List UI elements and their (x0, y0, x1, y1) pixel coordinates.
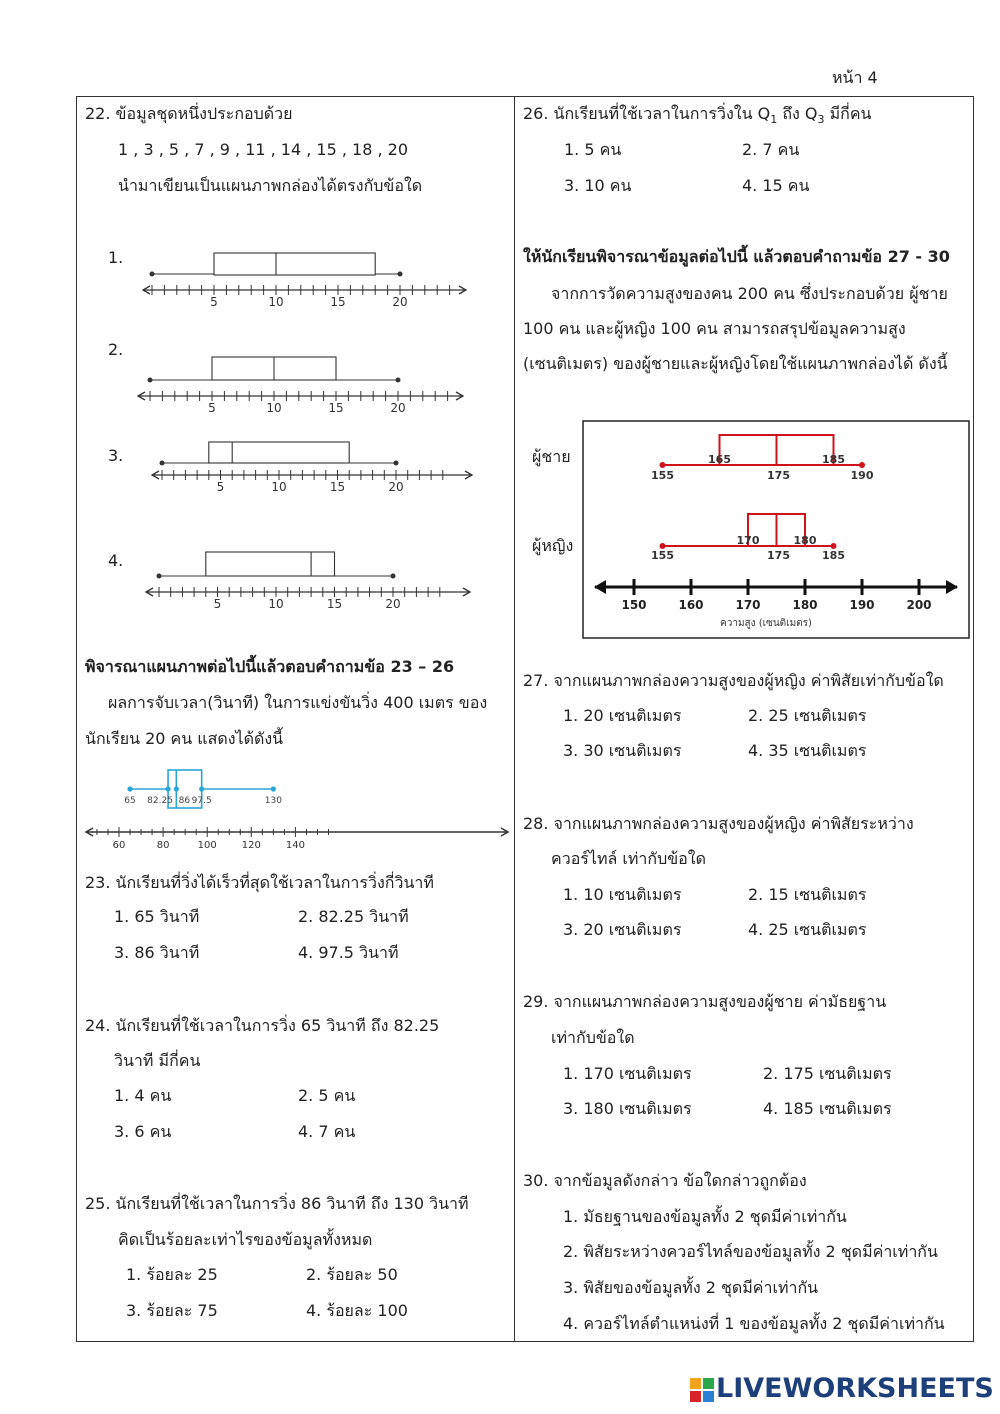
q23-option-2[interactable]: 2. 82.25 วินาที (298, 907, 409, 926)
liveworksheets-logo-text: LIVEWORKSHEETS (716, 1373, 994, 1404)
q22-data: 1 , 3 , 5 , 7 , 9 , 11 , 14 , 15 , 18 , 20 (118, 140, 409, 159)
section-23-26-header: พิจารณาแผนภาพต่อไปนี้แล้วตอบคำถามข้อ 23 – 26 (85, 657, 455, 676)
q30-option-4[interactable]: 4. ควอร์ไทล์ตำแหน่งที่ 1 ของข้อมูลทั้ง 2 ชุดมีค่าเท่ากัน (563, 1314, 945, 1333)
q29-option-1[interactable]: 1. 170 เซนติเมตร (563, 1064, 692, 1083)
q22-opt1-tick-label: 20 (392, 295, 408, 309)
q27-option-2[interactable]: 2. 25 เซนติเมตร (748, 706, 867, 725)
male-value-label: 185 (822, 453, 845, 466)
q24-option-1[interactable]: 1. 4 คน (114, 1086, 172, 1105)
race-tick-label: 140 (285, 840, 305, 851)
male-value-label: 155 (651, 469, 674, 482)
q30-question: 30. จากข้อมูลดังกล่าว ข้อใดกล่าวถูกต้อง (523, 1171, 807, 1190)
q22-opt1-tick-label: 5 (210, 295, 218, 309)
q22-opt3-tick-label: 5 (216, 480, 225, 494)
q23-option-4[interactable]: 4. 97.5 วินาที (298, 943, 399, 962)
height-tick-label: 180 (792, 598, 818, 612)
race-tick-label: 120 (241, 840, 261, 851)
q29-question-2: เท่ากับข้อใด (551, 1028, 635, 1047)
q26-question-prefix: 26. นักเรียนที่ใช้เวลาในการวิ่งใน Q (523, 104, 771, 123)
height-tick-label: 200 (906, 598, 932, 612)
race-tick-label: 100 (197, 840, 217, 851)
q25-option-1[interactable]: 1. ร้อยละ 25 (126, 1265, 218, 1284)
q27-option-3[interactable]: 3. 30 เซนติเมตร (563, 741, 682, 760)
q22-question: 22. ข้อมูลชุดหนึ่งประกอบด้วย (85, 104, 293, 123)
q27-question: 27. จากแผนภาพกล่องความสูงของผู้หญิง ค่าพิสัยเท่ากับข้อใด (523, 671, 944, 690)
race-tick-label: 60 (112, 840, 126, 851)
q26-option-3[interactable]: 3. 10 คน (564, 176, 632, 195)
q28-question-1: 28. จากแผนภาพกล่องความสูงของผู้หญิง ค่าพิสัยระหว่าง (523, 814, 914, 833)
q30-option-3[interactable]: 3. พิสัยของข้อมูลทั้ง 2 ชุดมีค่าเท่ากัน (563, 1278, 819, 1297)
page-number: หน้า 4 (832, 68, 878, 87)
q26-option-2[interactable]: 2. 7 คน (742, 140, 800, 159)
q22-opt1-tick-label: 10 (268, 295, 284, 309)
q23-option-1[interactable]: 1. 65 วินาที (114, 907, 200, 926)
female-value-label: 155 (651, 549, 674, 562)
q22-option-1-label: 1. (108, 248, 124, 267)
q23-option-3[interactable]: 3. 86 วินาที (114, 943, 200, 962)
q29-question-1: 29. จากแผนภาพกล่องความสูงของผู้ชาย ค่ามัธยฐาน (523, 992, 887, 1011)
q22-opt4-tick-label: 10 (268, 597, 284, 611)
section-27-30-header: ให้นักเรียนพิจารณาข้อมูลต่อไปนี้ แล้วตอบคำถามข้อ 27 - 30 (523, 247, 950, 266)
height-tick-label: 190 (849, 598, 875, 612)
q22-option-2-label: 2. (108, 340, 124, 359)
q22-option-4-label: 4. (108, 551, 124, 570)
q22-opt3-tick-label: 20 (388, 480, 404, 494)
q22-opt2-tick-label: 5 (208, 401, 216, 415)
section-23-26-intro-1: ผลการจับเวลา(วินาที) ในการแข่งขันวิ่ง 400 เมตร ของ (108, 693, 488, 712)
q24-question-2: วินาที มีกี่คน (114, 1051, 201, 1070)
q27-option-4[interactable]: 4. 35 เซนติเมตร (748, 741, 867, 760)
q22-opt2-tick-label: 10 (266, 401, 282, 415)
male-label: ผู้ชาย (532, 447, 571, 466)
race-point-label: 65 (124, 796, 136, 806)
q24-question-1: 24. นักเรียนที่ใช้เวลาในการวิ่ง 65 วินาที ถึง 82.25 (85, 1016, 440, 1035)
height-tick-label: 160 (678, 598, 704, 612)
female-value-label: 185 (822, 549, 845, 562)
q28-question-2: ควอร์ไทล์ เท่ากับข้อใด (551, 849, 706, 868)
q22-opt3-tick-label: 10 (271, 480, 287, 494)
q25-option-2[interactable]: 2. ร้อยละ 50 (306, 1265, 398, 1284)
q22-opt3-tick-label: 15 (329, 480, 346, 494)
q28-option-4[interactable]: 4. 25 เซนติเมตร (748, 920, 867, 939)
q28-option-3[interactable]: 3. 20 เซนติเมตร (563, 920, 682, 939)
race-tick-label: 80 (156, 840, 170, 851)
q29-option-3[interactable]: 3. 180 เซนติเมตร (563, 1099, 692, 1118)
q25-option-4[interactable]: 4. ร้อยละ 100 (306, 1301, 408, 1320)
q22-instruction: นำมาเขียนเป็นแผนภาพกล่องได้ตรงกับข้อใด (118, 176, 423, 195)
q24-option-3[interactable]: 3. 6 คน (114, 1122, 172, 1141)
q25-question-2: คิดเป็นร้อยละเท่าไรของข้อมูลทั้งหมด (118, 1230, 373, 1249)
height-tick-label: 170 (735, 598, 761, 612)
liveworksheets-logo-icon (690, 1378, 714, 1402)
female-value-label: 180 (793, 534, 817, 547)
q26-q1-subscript: 1 (770, 113, 778, 127)
q24-option-2[interactable]: 2. 5 คน (298, 1086, 356, 1105)
race-point-label: 86 (178, 796, 191, 806)
section-27-30-intro-1: จากการวัดความสูงของคน 200 คน ซึ่งประกอบด้วย ผู้ชาย (551, 284, 948, 303)
q30-option-1[interactable]: 1. มัธยฐานของข้อมูลทั้ง 2 ชุดมีค่าเท่ากัน (563, 1207, 847, 1226)
female-label: ผู้หญิง (532, 536, 574, 555)
male-value-label: 190 (850, 469, 874, 482)
q22-opt2-tick-label: 20 (390, 401, 406, 415)
male-min-point (660, 462, 666, 468)
male-value-label: 175 (767, 469, 790, 482)
male-value-label: 165 (708, 453, 731, 466)
q28-option-2[interactable]: 2. 15 เซนติเมตร (748, 885, 867, 904)
section-23-26-intro-2: นักเรียน 20 คน แสดงได้ดังนี้ (85, 729, 284, 748)
height-tick-label: 150 (621, 598, 647, 612)
q22-opt4-tick-label: 15 (326, 597, 343, 611)
q29-option-2[interactable]: 2. 175 เซนติเมตร (763, 1064, 892, 1083)
q26-q3-subscript: 3 (817, 113, 825, 127)
race-point-label: 97.5 (191, 796, 212, 806)
q22-opt4-tick-label: 20 (385, 597, 401, 611)
q23-question: 23. นักเรียนที่วิ่งได้เร็วที่สุดใช้เวลาในการวิ่งกี่วินาที (85, 873, 434, 892)
q28-option-1[interactable]: 1. 10 เซนติเมตร (563, 885, 682, 904)
section-27-30-intro-3: (เซนติเมตร) ของผู้ชายและผู้หญิงโดยใช้แผนภาพกล่องได้ ดังนี้ (523, 354, 948, 373)
q26-option-1[interactable]: 1. 5 คน (564, 140, 622, 159)
race-point-label: 130 (264, 796, 282, 806)
female-value-label: 175 (767, 549, 790, 562)
q26-question-suffix: มีกี่คน (824, 104, 872, 123)
section-27-30-intro-2: 100 คน และผู้หญิง 100 คน สามารถสรุปข้อมูลความสูง (523, 319, 906, 338)
q25-question-1: 25. นักเรียนที่ใช้เวลาในการวิ่ง 86 วินาที ถึง 130 วินาที (85, 1194, 469, 1213)
q27-option-1[interactable]: 1. 20 เซนติเมตร (563, 706, 682, 725)
q26-option-4[interactable]: 4. 15 คน (742, 176, 810, 195)
q22-opt1-tick-label: 15 (330, 295, 346, 309)
q22-opt2-tick-label: 15 (328, 401, 344, 415)
q25-option-3[interactable]: 3. ร้อยละ 75 (126, 1301, 218, 1320)
q22-opt4-tick-label: 5 (213, 597, 222, 611)
q26-question-mid: ถึง Q (777, 104, 818, 123)
female-value-label: 170 (736, 534, 760, 547)
race-point-label: 82.25 (147, 796, 173, 806)
male-max-point (859, 462, 865, 468)
height-axis-title: ความสูง (เซนติเมตร) (720, 618, 812, 629)
q30-option-2[interactable]: 2. พิสัยระหว่างควอร์ไทล์ของข้อมูลทั้ง 2 ชุดมีค่าเท่ากัน (563, 1242, 938, 1261)
q24-option-4[interactable]: 4. 7 คน (298, 1122, 356, 1141)
q22-option-3-label: 3. (108, 446, 124, 465)
q29-option-4[interactable]: 4. 185 เซนติเมตร (763, 1099, 892, 1118)
